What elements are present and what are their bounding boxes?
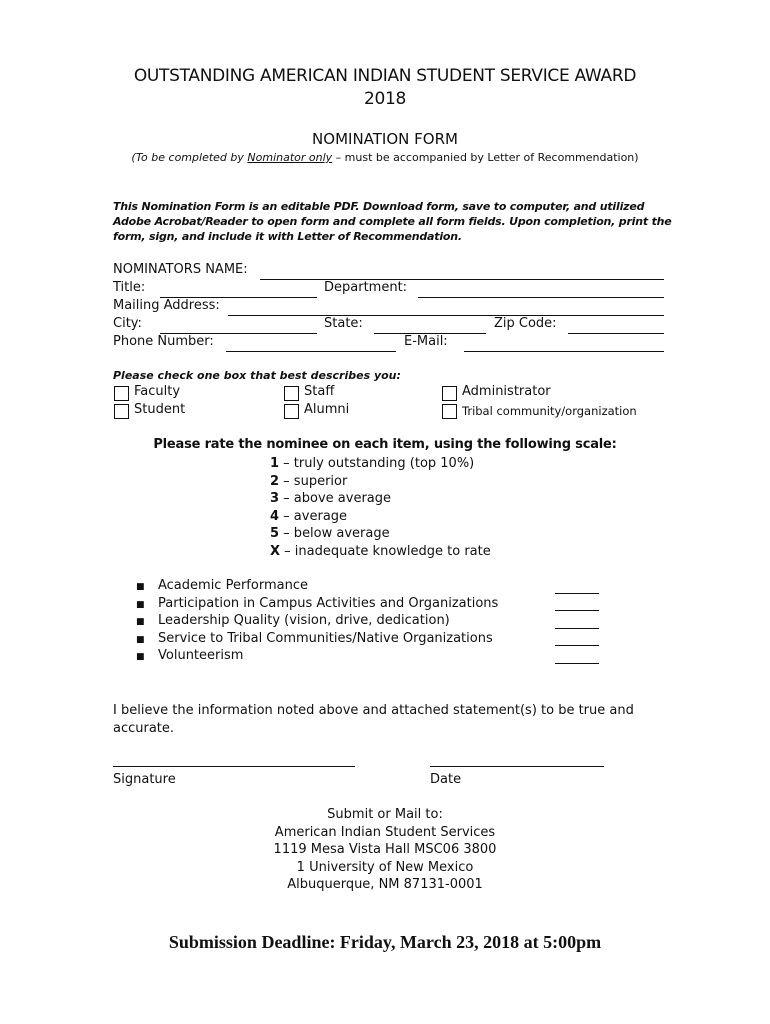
nominators-name-label: NOMINATORS NAME: (113, 262, 248, 277)
rating-blank-tribal-service[interactable] (555, 645, 599, 646)
scale-text: – inadequate knowledge to rate (280, 543, 491, 559)
scale-key: X (270, 543, 281, 559)
submit-heading: Submit or Mail to: (327, 807, 443, 822)
title-label: Title: (113, 280, 146, 295)
scale-text: – truly outstanding (top 10%) (279, 456, 475, 471)
scale-row (270, 455, 491, 473)
submit-line-university: 1 University of New Mexico (296, 859, 474, 875)
state-input[interactable] (376, 316, 484, 332)
item-tribal-service: Service to Tribal Communities/Native Organizations (158, 631, 493, 646)
student-label: Student (134, 402, 186, 417)
title-input[interactable] (162, 280, 314, 296)
item-leadership-quality: Leadership Quality (vision, drive, dedication) (158, 613, 450, 628)
bullet-icon: ■ (136, 617, 145, 627)
item-volunteerism: Volunteerism (158, 648, 244, 663)
phone-number-line (226, 351, 396, 352)
student-checkbox[interactable] (114, 404, 129, 419)
rating-blank-volunteerism[interactable] (555, 663, 599, 664)
scale-row (270, 473, 491, 491)
phone-number-input[interactable] (228, 334, 394, 350)
staff-checkbox[interactable] (284, 386, 299, 401)
mailing-address-label: Mailing Address: (113, 298, 220, 313)
scale-text: – above average (279, 491, 392, 506)
rating-blank-leadership[interactable] (555, 628, 599, 629)
note-nominator-only: Nominator only (247, 151, 333, 164)
form-title-line1: OUTSTANDING AMERICAN INDIAN STUDENT SERVICE AWARD (133, 66, 637, 86)
signature-label: Signature (113, 772, 176, 787)
scale-key: 3 (270, 491, 280, 506)
alumni-checkbox[interactable] (284, 404, 299, 419)
rating-heading: Please rate the nominee on each item, using the following scale: (153, 437, 617, 452)
mailing-address-input[interactable] (230, 298, 662, 314)
administrator-label: Administrator (462, 384, 551, 399)
bullet-icon: ■ (136, 635, 145, 645)
alumni-label: Alumni (304, 402, 350, 417)
scale-text: – average (279, 508, 348, 524)
item-academic-performance: Academic Performance (158, 578, 308, 593)
submit-block (0, 806, 770, 894)
note-suffix: – must be accompanied by Letter of Recommendation) (332, 151, 639, 164)
city-label: City: (113, 316, 142, 331)
email-label: E-Mail: (404, 334, 448, 349)
scale-key: 2 (270, 473, 280, 489)
scale-key: 1 (270, 456, 280, 471)
form-title-year: 2018 (363, 89, 407, 109)
zip-code-label: Zip Code: (494, 316, 557, 331)
scale-row (270, 525, 491, 543)
scale-row (270, 508, 491, 526)
scale-row (270, 490, 491, 508)
certification-statement: I believe the information noted above and attached statement(s) to be true and accurate. (113, 703, 634, 736)
city-input[interactable] (162, 316, 314, 332)
bullet-icon: ■ (136, 582, 145, 592)
completion-note (0, 151, 770, 164)
item-campus-participation: Participation in Campus Activities and Organizations (158, 596, 499, 611)
department-label: Department: (324, 280, 408, 295)
note-prefix: (To be completed by (131, 151, 248, 164)
phone-number-label: Phone Number: (113, 334, 214, 349)
signature-line[interactable] (113, 766, 355, 767)
submit-line-hall: 1119 Mesa Vista Hall MSC06 3800 (273, 842, 497, 857)
scale-key: 4 (270, 508, 280, 524)
email-line (464, 351, 664, 352)
nominators-name-input[interactable] (262, 262, 662, 278)
administrator-checkbox[interactable] (442, 386, 457, 401)
email-input[interactable] (466, 334, 662, 350)
tribal-community-checkbox[interactable] (442, 404, 457, 419)
rating-blank-participation[interactable] (555, 610, 599, 611)
submit-line-office: American Indian Student Services (274, 824, 496, 840)
staff-label: Staff (304, 384, 335, 399)
faculty-checkbox[interactable] (114, 386, 129, 401)
bullet-icon: ■ (136, 600, 145, 610)
bullet-icon: ■ (136, 652, 145, 662)
date-label: Date (430, 772, 462, 787)
state-label: State: (324, 316, 363, 331)
submission-deadline: Submission Deadline: Friday, March 23, 2018 at 5:00pm (168, 932, 602, 952)
scale-row (270, 543, 491, 561)
department-input[interactable] (420, 280, 662, 296)
zip-code-input[interactable] (570, 316, 662, 332)
scale-text: – below average (279, 526, 390, 541)
checkbox-prompt: Please check one box that best describes you: (113, 369, 401, 382)
faculty-label: Faculty (134, 384, 181, 399)
rating-scale (270, 455, 491, 560)
tribal-community-label: Tribal community/organization (462, 404, 637, 418)
date-line[interactable] (430, 766, 604, 767)
scale-text: – superior (279, 473, 348, 489)
intro-instructions: This Nomination Form is an editable PDF. Download form, save to computer, and utilized Adobe Acrobat/Reader to open form and complete all form fields. Upon completion, print the form, sign, and include it with Letter of Recommendation. (113, 200, 672, 243)
nomination-form-heading: NOMINATION FORM (312, 130, 458, 148)
scale-key: 5 (270, 526, 280, 541)
rating-blank-academic[interactable] (555, 593, 599, 594)
submit-line-city: Albuquerque, NM 87131-0001 (287, 877, 483, 892)
